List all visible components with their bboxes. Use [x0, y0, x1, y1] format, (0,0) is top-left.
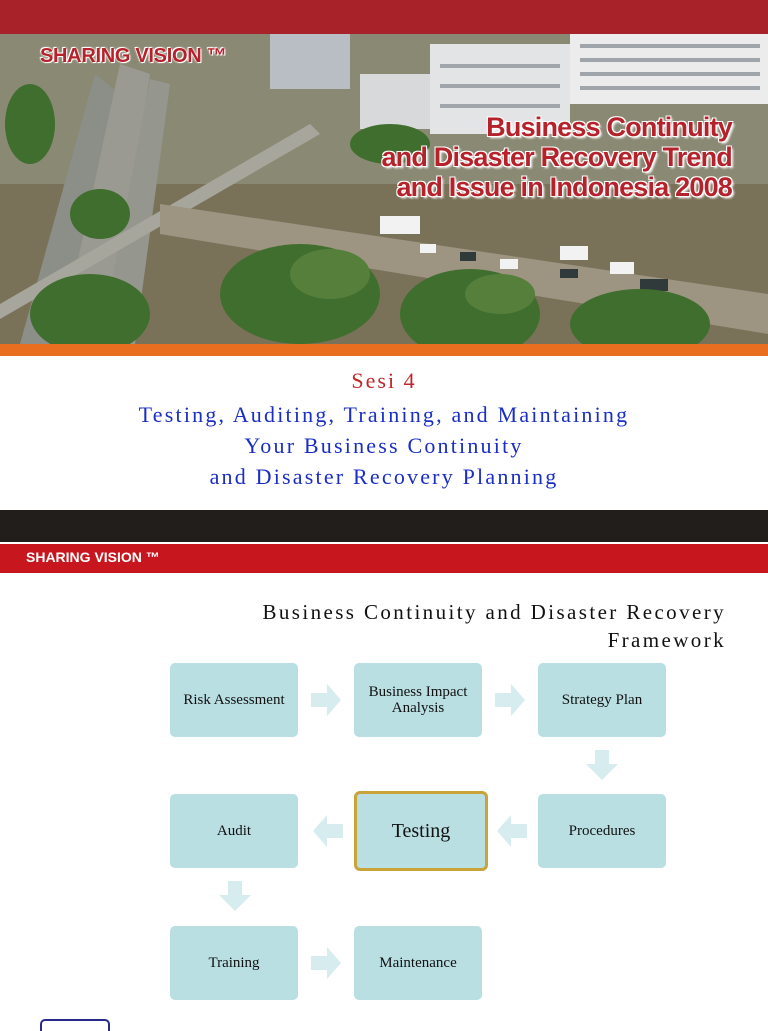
arrow-right-icon	[495, 684, 525, 716]
arrow-down-icon	[219, 881, 251, 911]
arrow-left-icon	[313, 815, 343, 847]
step-business-impact-analysis: Business Impact Analysis	[354, 663, 482, 737]
framework-title	[166, 598, 726, 654]
framework-title-line-2: Framework	[607, 628, 726, 652]
step-procedures: Procedures	[538, 794, 666, 868]
step-risk-assessment: Risk Assessment	[170, 663, 298, 737]
session-label: Sesi 4	[351, 368, 417, 393]
step-maintenance: Maintenance	[354, 926, 482, 1000]
slide1-top-bar	[0, 0, 768, 34]
slide1-bottom-bar	[0, 510, 768, 542]
subtitle-line-2: Your Business Continuity	[244, 433, 524, 458]
hero-title-line-3: and Issue in Indonesia 2008	[396, 172, 732, 202]
brand-logo-text: SHARING VISION ™	[40, 45, 227, 67]
slide2-brand: SHARING VISION ™	[26, 549, 160, 565]
framework-title-line-1: Business Continuity and Disaster Recovery	[262, 600, 726, 624]
arrow-down-icon	[586, 750, 618, 780]
step-audit: Audit	[170, 794, 298, 868]
hero-title-line-1: Business Continuity	[486, 112, 732, 142]
arrow-right-icon	[311, 684, 341, 716]
subtitle-line-3: and Disaster Recovery Planning	[209, 464, 559, 489]
subtitle-line-1: Testing, Auditing, Training, and Maintaining	[138, 402, 630, 427]
orange-divider	[0, 344, 768, 356]
hero-title	[381, 112, 732, 202]
hero-title-line-2: and Disaster Recovery Trend	[381, 142, 732, 172]
step-strategy-plan: Strategy Plan	[538, 663, 666, 737]
step-testing-highlighted: Testing	[354, 791, 488, 871]
arrow-left-icon	[497, 815, 527, 847]
next-slide-fragment	[40, 1019, 110, 1031]
session-subtitle	[0, 399, 768, 492]
arrow-right-icon	[311, 947, 341, 979]
step-training: Training	[170, 926, 298, 1000]
